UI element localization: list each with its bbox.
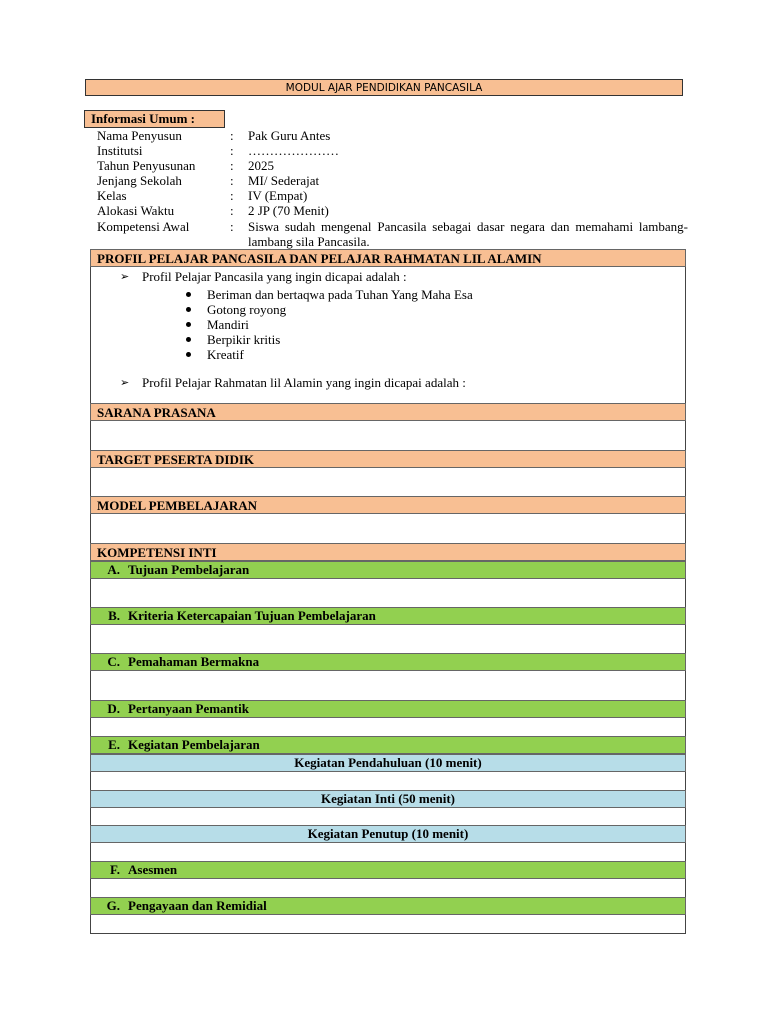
profil-item: Beriman dan bertaqwa pada Tuhan Yang Maha Esa xyxy=(207,287,473,302)
kegiatan-heading xyxy=(90,736,686,754)
section-letter: D. xyxy=(107,701,120,716)
profil-item: Gotong royong xyxy=(207,302,287,317)
model-heading: MODEL PEMBELAJARAN xyxy=(90,496,686,514)
arrow-bullet-icon: ➢ xyxy=(120,271,130,283)
profil-pancasila-intro: Profil Pelajar Pancasila yang ingin dicapai adalah : xyxy=(142,269,407,284)
section-letter: E. xyxy=(108,737,120,752)
bullet-icon xyxy=(186,337,191,342)
section-letter: B. xyxy=(108,608,120,623)
profil-item: Berpikir kritis xyxy=(207,332,281,347)
info-key: Jenjang Sekolah xyxy=(97,173,182,188)
asesmen-heading xyxy=(90,861,686,879)
info-key: Alokasi Waktu xyxy=(97,203,175,218)
info-value: ………………… xyxy=(248,143,339,158)
info-value: 2025 xyxy=(248,158,274,173)
profil-rahmatan-intro: Profil Pelajar Rahmatan lil Alamin yang ingin dicapai adalah : xyxy=(142,375,466,390)
info-value: Siswa sudah mengenal Pancasila sebagai dasar negara dan memahami lambang-lambang sila Pancasila. xyxy=(248,219,688,249)
info-colon: : xyxy=(230,173,234,188)
section-letter: A. xyxy=(107,562,120,577)
arrow-bullet-icon: ➢ xyxy=(120,377,130,389)
info-value: 2 JP (70 Menit) xyxy=(248,203,329,218)
section-label: Kriteria Ketercapaian Tujuan Pembelajaran xyxy=(128,608,376,623)
info-colon: : xyxy=(230,203,234,218)
section-label: Tujuan Pembelajaran xyxy=(128,562,250,577)
section-label: Pemahaman Bermakna xyxy=(128,654,260,669)
section-label: Asesmen xyxy=(128,862,178,877)
kegiatan-inti-heading: Kegiatan Inti (50 menit) xyxy=(90,790,686,808)
kegiatan-penutup-heading: Kegiatan Penutup (10 menit) xyxy=(90,825,686,843)
profil-heading: PROFIL PELAJAR PANCASILA DAN PELAJAR RAHMATAN LIL ALAMIN xyxy=(90,249,686,267)
section-label: Pertanyaan Pemantik xyxy=(128,701,249,716)
info-key: Kelas xyxy=(97,188,127,203)
pengayaan-heading xyxy=(90,897,686,915)
section-letter: C. xyxy=(107,654,120,669)
bullet-icon xyxy=(186,322,191,327)
section-letter: G. xyxy=(106,898,120,913)
document-title: MODUL AJAR PENDIDIKAN PANCASILA xyxy=(85,79,683,96)
section-letter: F. xyxy=(110,862,120,877)
info-key: Tahun Penyusunan xyxy=(97,158,196,173)
kegiatan-pendahuluan-heading: Kegiatan Pendahuluan (10 menit) xyxy=(90,754,686,772)
info-colon: : xyxy=(230,128,234,143)
kompetensi-heading: KOMPETENSI INTI xyxy=(90,543,686,561)
kriteria-heading xyxy=(90,607,686,625)
info-colon: : xyxy=(230,143,234,158)
pertanyaan-heading xyxy=(90,700,686,718)
bullet-icon xyxy=(186,352,191,357)
bullet-icon xyxy=(186,307,191,312)
info-colon: : xyxy=(230,188,234,203)
section-label: Kegiatan Pembelajaran xyxy=(128,737,260,752)
info-colon: : xyxy=(230,158,234,173)
info-value: IV (Empat) xyxy=(248,188,308,203)
sarana-heading: SARANA PRASANA xyxy=(90,403,686,421)
info-colon: : xyxy=(230,219,234,234)
pemahaman-heading xyxy=(90,653,686,671)
info-umum-label: Informasi Umum : xyxy=(84,110,225,128)
profil-item: Kreatif xyxy=(207,347,244,362)
info-value: MI/ Sederajat xyxy=(248,173,320,188)
profil-item: Mandiri xyxy=(207,317,249,332)
info-key: Institutsi xyxy=(97,143,143,158)
target-heading: TARGET PESERTA DIDIK xyxy=(90,450,686,468)
info-value: Pak Guru Antes xyxy=(248,128,331,143)
section-label: Pengayaan dan Remidial xyxy=(128,898,267,913)
bullet-icon xyxy=(186,292,191,297)
info-key: Kompetensi Awal xyxy=(97,219,190,234)
tujuan-heading xyxy=(90,561,686,579)
info-key: Nama Penyusun xyxy=(97,128,182,143)
